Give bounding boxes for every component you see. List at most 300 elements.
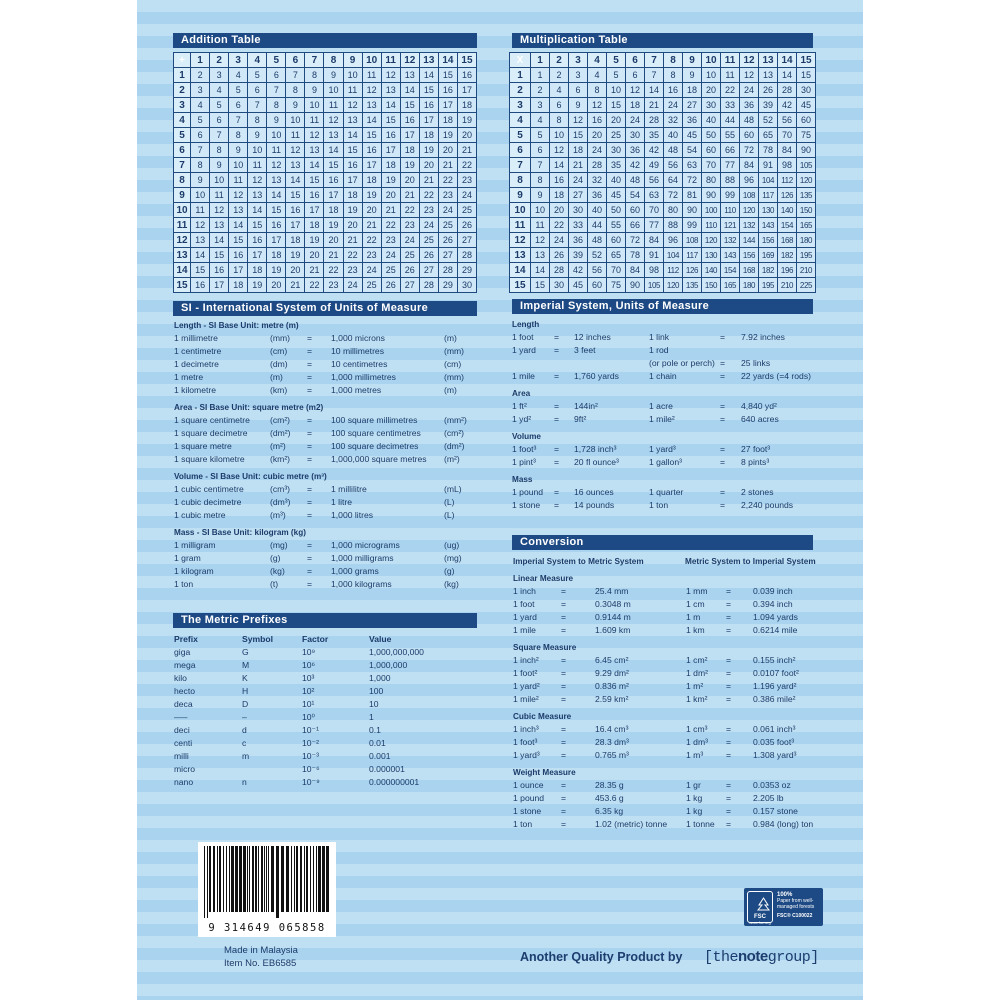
barcode-bar xyxy=(231,846,234,912)
table-cell: 5 xyxy=(531,128,550,143)
table-cell: 24 xyxy=(740,83,759,98)
row-cell: 1.196 yard² xyxy=(753,681,797,691)
si-units-block xyxy=(174,319,474,591)
row-cell: = xyxy=(561,586,567,596)
table-cell: 18 xyxy=(305,218,324,233)
table-cell: 10 xyxy=(702,68,721,83)
table-cell: 6 xyxy=(191,128,210,143)
row-cell: (cm) xyxy=(444,359,462,369)
row-cell: 0.039 inch xyxy=(753,586,793,596)
table-cell: 12 xyxy=(286,143,305,158)
barcode-bar xyxy=(239,846,242,912)
row-cell: 10⁻⁹ xyxy=(302,777,320,787)
table-cell: 24 xyxy=(664,98,683,113)
column-header: 1 xyxy=(191,53,210,68)
table-cell: 196 xyxy=(778,263,797,278)
row-cell: = xyxy=(554,414,560,424)
table-row xyxy=(174,203,477,218)
table-cell: 140 xyxy=(702,263,721,278)
table-cell: 6 xyxy=(267,68,286,83)
table-cell: 20 xyxy=(362,203,381,218)
table-cell: 9 xyxy=(286,98,305,113)
row-cell: 1 mile xyxy=(513,625,536,635)
table-row xyxy=(510,263,816,278)
table-cell: 20 xyxy=(438,143,457,158)
table-cell: 16 xyxy=(210,263,229,278)
table-cell: 10 xyxy=(248,143,267,158)
table-cell: 5 xyxy=(248,68,267,83)
conversion-group-heading: Linear Measure xyxy=(513,574,574,583)
row-cell: 1,760 yards xyxy=(574,371,619,381)
table-cell: 28 xyxy=(457,248,476,263)
page-margin xyxy=(863,0,1000,1000)
row-cell: 1 gallon³ xyxy=(649,457,682,467)
table-cell: 120 xyxy=(664,278,683,293)
table-cell: 56 xyxy=(778,113,797,128)
table-cell: 6 xyxy=(550,98,569,113)
row-cell: (m) xyxy=(444,385,457,395)
row-cell: = xyxy=(720,444,726,454)
table-cell: 15 xyxy=(607,98,626,113)
table-cell: 121 xyxy=(721,218,740,233)
row-cell: Value xyxy=(369,634,392,644)
table-cell: 4 xyxy=(550,83,569,98)
table-cell: 90 xyxy=(702,188,721,203)
row-cell: 2.59 km² xyxy=(595,694,629,704)
table-cell: 70 xyxy=(778,128,797,143)
row-cell: 1 ton xyxy=(174,579,194,589)
table-cell: 210 xyxy=(797,263,816,278)
row-cell: 100 square millimetres xyxy=(331,415,418,425)
table-cell: 14 xyxy=(229,218,248,233)
table-cell: 72 xyxy=(626,233,645,248)
si-row xyxy=(174,414,474,427)
table-cell: 10 xyxy=(286,113,305,128)
si-row xyxy=(174,332,474,345)
table-cell: 16 xyxy=(305,188,324,203)
table-cell: 52 xyxy=(759,113,778,128)
table-cell: 15 xyxy=(438,68,457,83)
table-cell: 35 xyxy=(645,128,664,143)
table-cell: 26 xyxy=(400,263,419,278)
row-cell: = xyxy=(726,750,732,760)
imperial-row xyxy=(512,357,812,370)
row-cell: 0.061 inch³ xyxy=(753,724,796,734)
table-cell: 30 xyxy=(569,203,588,218)
row-header: 7 xyxy=(510,158,531,173)
table-cell: 4 xyxy=(531,113,550,128)
row-cell: 1 pound xyxy=(512,487,544,497)
si-group-heading: Length - SI Base Unit: metre (m) xyxy=(174,321,299,330)
table-cell: 15 xyxy=(286,188,305,203)
table-cell: 21 xyxy=(324,248,343,263)
table-cell: 9 xyxy=(324,68,343,83)
addition-table-title: Addition Table xyxy=(173,33,477,48)
row-cell: = xyxy=(307,510,313,520)
table-cell: 40 xyxy=(607,173,626,188)
row-cell: 10⁻² xyxy=(302,738,319,748)
table-cell: 30 xyxy=(626,128,645,143)
table-row xyxy=(174,98,477,113)
table-cell: 12 xyxy=(324,113,343,128)
row-cell: = xyxy=(726,612,732,622)
conversion-row xyxy=(513,667,823,680)
table-cell: 48 xyxy=(740,113,759,128)
row-cell: 28.3 dm³ xyxy=(595,737,629,747)
row-cell: 1 foot xyxy=(513,599,535,609)
row-cell: = xyxy=(726,806,732,816)
si-row xyxy=(174,565,474,578)
barcode-bar xyxy=(229,846,230,912)
table-cell: 108 xyxy=(740,188,759,203)
conversion-direction-row xyxy=(513,555,823,568)
table-cell: 24 xyxy=(550,233,569,248)
table-cell: 143 xyxy=(721,248,740,263)
table-cell: 33 xyxy=(569,218,588,233)
table-cell: 12 xyxy=(343,98,362,113)
table-cell: 26 xyxy=(419,248,438,263)
barcode-bar xyxy=(217,846,218,912)
table-cell: 16 xyxy=(248,233,267,248)
table-cell: 126 xyxy=(778,188,797,203)
table-cell: 132 xyxy=(721,233,740,248)
table-cell: 66 xyxy=(626,218,645,233)
table-cell: 13 xyxy=(531,248,550,263)
row-cell: 1,000,000 xyxy=(369,660,408,670)
row-cell: 0.01 xyxy=(369,738,386,748)
table-cell: 110 xyxy=(721,203,740,218)
table-header-row xyxy=(510,53,816,68)
table-cell: 45 xyxy=(797,98,816,113)
si-row xyxy=(174,483,474,496)
table-cell: 40 xyxy=(588,203,607,218)
row-cell: 1 foot xyxy=(512,332,534,342)
barcode-bar xyxy=(306,846,308,912)
table-cell: 60 xyxy=(702,143,721,158)
table-cell: 120 xyxy=(702,233,721,248)
row-header: 6 xyxy=(174,143,191,158)
multiplication-table xyxy=(509,52,816,293)
table-cell: 2 xyxy=(531,83,550,98)
table-cell: 15 xyxy=(569,128,588,143)
prefix-row xyxy=(174,685,474,698)
table-cell: 14 xyxy=(531,263,550,278)
column-header: 15 xyxy=(797,53,816,68)
table-cell: 9 xyxy=(229,143,248,158)
row-cell: = xyxy=(726,681,732,691)
conversion-row xyxy=(513,680,823,693)
table-cell: 14 xyxy=(324,143,343,158)
row-cell: 1 km² xyxy=(686,694,708,704)
column-header: 1 xyxy=(531,53,550,68)
row-cell: 1 kg xyxy=(686,806,703,816)
table-cell: 21 xyxy=(305,263,324,278)
row-cell: centi xyxy=(174,738,193,748)
manufacture-info xyxy=(224,944,298,970)
table-cell: 8 xyxy=(248,113,267,128)
barcode-bar xyxy=(249,846,250,912)
row-cell: 1 dm³ xyxy=(686,737,708,747)
table-cell: 7 xyxy=(267,83,286,98)
table-cell: 12 xyxy=(210,203,229,218)
table-cell: 9 xyxy=(569,98,588,113)
table-cell: 36 xyxy=(626,143,645,158)
table-cell: 11 xyxy=(267,143,286,158)
row-cell: 1 millilitre xyxy=(331,484,367,494)
row-cell: (kg) xyxy=(270,566,285,576)
row-cell: = xyxy=(720,401,726,411)
table-cell: 6 xyxy=(531,143,550,158)
table-row xyxy=(510,98,816,113)
table-cell: 80 xyxy=(664,203,683,218)
row-cell: = xyxy=(307,428,313,438)
table-cell: 22 xyxy=(343,248,362,263)
row-cell: = xyxy=(561,737,567,747)
conversion-section-title: Conversion xyxy=(512,535,813,550)
barcode-bar xyxy=(247,846,248,912)
table-cell: 7 xyxy=(531,158,550,173)
row-cell: 1 foot² xyxy=(513,668,538,678)
table-cell: 18 xyxy=(248,263,267,278)
table-cell: 6 xyxy=(569,83,588,98)
made-in-text: Made in Malaysia xyxy=(224,945,298,956)
table-cell: 13 xyxy=(248,188,267,203)
barcode-bar xyxy=(322,846,325,912)
row-cell: 1 m³ xyxy=(686,750,704,760)
table-cell: 150 xyxy=(702,278,721,293)
row-cell: = xyxy=(726,780,732,790)
table-cell: 11 xyxy=(343,83,362,98)
table-cell: 28 xyxy=(419,278,438,293)
row-cell: = xyxy=(307,579,313,589)
row-header: 3 xyxy=(510,98,531,113)
table-cell: 20 xyxy=(588,128,607,143)
table-cell: 17 xyxy=(438,98,457,113)
row-cell: 1 stone xyxy=(513,806,542,816)
table-cell: 30 xyxy=(797,83,816,98)
table-cell: 27 xyxy=(438,248,457,263)
imperial-group-heading: Length xyxy=(512,320,540,329)
conversion-row xyxy=(513,585,823,598)
table-cell: 10 xyxy=(305,98,324,113)
row-header: 14 xyxy=(174,263,191,278)
table-row xyxy=(174,263,477,278)
table-cell: 11 xyxy=(229,173,248,188)
table-cell: 23 xyxy=(419,203,438,218)
table-row xyxy=(510,203,816,218)
table-cell: 6 xyxy=(626,68,645,83)
table-cell: 8 xyxy=(305,68,324,83)
row-header: 15 xyxy=(174,278,191,293)
imperial-group-heading: Volume xyxy=(512,432,541,441)
table-cell: 15 xyxy=(305,173,324,188)
row-cell: 1,000 microns xyxy=(331,333,385,343)
table-cell: 12 xyxy=(626,83,645,98)
row-cell: 1,728 inch³ xyxy=(574,444,617,454)
table-corner: + xyxy=(174,53,191,68)
table-cell: 16 xyxy=(324,173,343,188)
table-cell: 24 xyxy=(457,188,476,203)
row-cell: = xyxy=(720,487,726,497)
table-cell: 12 xyxy=(550,143,569,158)
table-cell: 12 xyxy=(740,68,759,83)
table-header-row xyxy=(174,53,477,68)
fsc-text xyxy=(777,892,821,919)
table-cell: 112 xyxy=(778,173,797,188)
table-cell: 21 xyxy=(645,98,664,113)
table-cell: 24 xyxy=(400,233,419,248)
table-cell: 17 xyxy=(457,83,476,98)
table-cell: 16 xyxy=(343,158,362,173)
table-row xyxy=(174,128,477,143)
table-cell: 20 xyxy=(419,158,438,173)
item-number: Item No. EB6585 xyxy=(224,958,297,969)
table-cell: 22 xyxy=(381,218,400,233)
column-header: 13 xyxy=(759,53,778,68)
row-cell: 1 centimetre xyxy=(174,346,222,356)
row-cell: 10 xyxy=(369,699,379,709)
table-cell: 40 xyxy=(664,128,683,143)
table-cell: 17 xyxy=(343,173,362,188)
row-header: 11 xyxy=(510,218,531,233)
row-header: 2 xyxy=(174,83,191,98)
row-cell: m xyxy=(242,751,250,761)
row-cell: = xyxy=(307,566,313,576)
table-cell: 110 xyxy=(702,218,721,233)
table-cell: 16 xyxy=(588,113,607,128)
table-cell: 10 xyxy=(607,83,626,98)
row-cell: 1,000 micrograms xyxy=(331,540,400,550)
row-cell: 1.094 yards xyxy=(753,612,798,622)
table-cell: 19 xyxy=(419,143,438,158)
row-cell: (km) xyxy=(270,385,288,395)
table-cell: 15 xyxy=(324,158,343,173)
table-cell: 130 xyxy=(759,203,778,218)
column-header: 14 xyxy=(778,53,797,68)
row-cell: 1 metre xyxy=(174,372,204,382)
row-cell: = xyxy=(720,500,726,510)
table-cell: 96 xyxy=(664,233,683,248)
table-cell: 105 xyxy=(797,158,816,173)
table-cell: 27 xyxy=(400,278,419,293)
table-cell: 45 xyxy=(569,278,588,293)
barcode-bar xyxy=(207,846,208,918)
table-cell: 19 xyxy=(362,188,381,203)
column-header: 5 xyxy=(607,53,626,68)
table-cell: 4 xyxy=(191,98,210,113)
table-cell: 23 xyxy=(457,173,476,188)
barcode-bar xyxy=(313,846,314,912)
table-cell: 84 xyxy=(778,143,797,158)
table-cell: 19 xyxy=(324,218,343,233)
row-cell: 1 foot³ xyxy=(512,444,537,454)
table-cell: 13 xyxy=(191,233,210,248)
row-cell: 0.001 xyxy=(369,751,391,761)
row-cell: = xyxy=(726,599,732,609)
row-cell: M xyxy=(242,660,250,670)
barcode-bar xyxy=(326,846,329,912)
table-cell: 18 xyxy=(362,173,381,188)
row-cell: 0.984 (long) ton xyxy=(753,819,814,829)
table-cell: 18 xyxy=(569,143,588,158)
table-cell: 11 xyxy=(210,188,229,203)
row-cell: 1 gr xyxy=(686,780,701,790)
row-cell: = xyxy=(307,441,313,451)
table-cell: 77 xyxy=(645,218,664,233)
table-cell: 12 xyxy=(305,128,324,143)
row-cell: = xyxy=(554,487,560,497)
row-cell: 1 cubic centimetre xyxy=(174,484,244,494)
table-cell: 14 xyxy=(191,248,210,263)
table-cell: 14 xyxy=(286,173,305,188)
table-cell: 18 xyxy=(683,83,702,98)
column-header: 8 xyxy=(324,53,343,68)
row-cell: (m²) xyxy=(444,454,460,464)
barcode-bar xyxy=(281,846,284,912)
row-cell: 1 mm xyxy=(686,586,708,596)
row-cell: = xyxy=(720,457,726,467)
row-cell: (t) xyxy=(270,579,279,589)
row-cell: = xyxy=(561,750,567,760)
table-row xyxy=(510,233,816,248)
row-cell: 28.35 g xyxy=(595,780,624,790)
row-cell: (cm) xyxy=(270,346,288,356)
row-cell: 6.45 cm² xyxy=(595,655,629,665)
row-cell: 10¹ xyxy=(302,699,315,709)
table-cell: 21 xyxy=(286,278,305,293)
row-cell: micro xyxy=(174,764,196,774)
si-row xyxy=(174,358,474,371)
table-cell: 104 xyxy=(664,248,683,263)
table-cell: 14 xyxy=(400,83,419,98)
prefix-header-row xyxy=(174,633,474,646)
row-header: 8 xyxy=(510,173,531,188)
barcode-digits: 9 314649 065858 xyxy=(208,922,326,934)
prefix-row xyxy=(174,776,474,789)
table-cell: 16 xyxy=(362,143,381,158)
row-cell: 0.157 stone xyxy=(753,806,798,816)
row-cell: 1 inch xyxy=(513,586,536,596)
table-cell: 25 xyxy=(400,248,419,263)
table-row xyxy=(510,143,816,158)
row-cell: 16 ounces xyxy=(574,487,614,497)
table-cell: 9 xyxy=(248,128,267,143)
prefix-row xyxy=(174,659,474,672)
table-cell: 17 xyxy=(419,113,438,128)
row-cell: giga xyxy=(174,647,191,657)
barcode-bar xyxy=(235,846,238,912)
row-cell: 1 yard³ xyxy=(649,444,676,454)
table-row xyxy=(174,233,477,248)
quality-tagline: Another Quality Product by xyxy=(520,950,683,964)
row-cell: = xyxy=(554,444,560,454)
imperial-group-heading: Area xyxy=(512,389,531,398)
table-cell: 45 xyxy=(607,188,626,203)
table-cell: 17 xyxy=(381,143,400,158)
table-cell: 24 xyxy=(419,218,438,233)
table-cell: 78 xyxy=(759,143,778,158)
row-cell: (mm) xyxy=(270,333,291,343)
table-cell: 5 xyxy=(210,98,229,113)
brand-close: group] xyxy=(767,949,819,966)
table-cell: 36 xyxy=(683,113,702,128)
row-cell: deci xyxy=(174,725,190,735)
row-header: 9 xyxy=(174,188,191,203)
table-cell: 11 xyxy=(721,68,740,83)
table-cell: 168 xyxy=(740,263,759,278)
row-cell: 10⁻⁶ xyxy=(302,764,320,774)
row-cell: = xyxy=(561,599,567,609)
